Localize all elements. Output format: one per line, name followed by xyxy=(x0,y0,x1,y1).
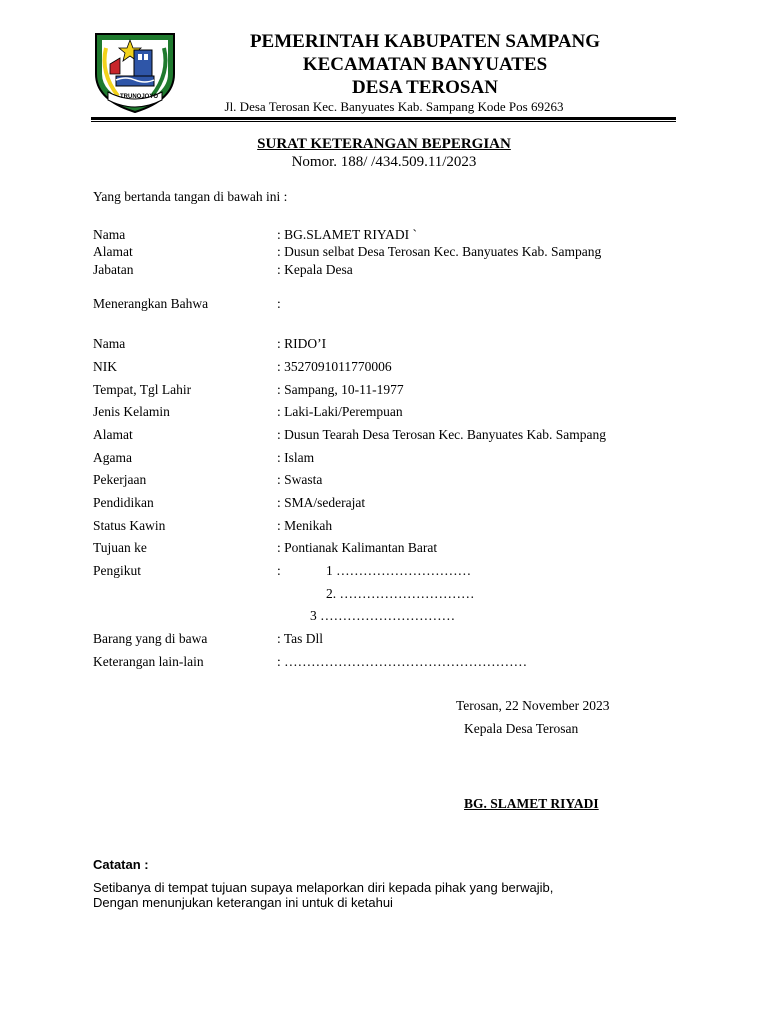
companions-label: Pengikut xyxy=(93,563,142,578)
header-rule-thick xyxy=(91,117,676,120)
field-value: : 3527091011770006 xyxy=(277,359,392,374)
field-label: Pendidikan xyxy=(93,495,154,510)
field-label: Pekerjaan xyxy=(93,472,147,487)
notes-heading: Catatan : xyxy=(93,857,149,872)
field-label: Keterangan lain-lain xyxy=(93,654,204,669)
statement-colon: : xyxy=(277,296,281,311)
field-value: : Sampang, 10-11-1977 xyxy=(277,382,404,397)
field-value: : ……………………………………………… xyxy=(277,654,528,669)
companion-item-1: 1 ………………………… xyxy=(326,563,472,578)
field-value: : Menikah xyxy=(277,518,333,533)
notes-line-1: Setibanya di tempat tujuan supaya melaporkan diri kepada pihak yang berwajib, xyxy=(93,880,554,895)
field-label: Alamat xyxy=(93,427,133,442)
field-label: Status Kawin xyxy=(93,518,166,533)
field-label: Tempat, Tgl Lahir xyxy=(93,382,192,397)
field-value: : Tas Dll xyxy=(277,631,324,646)
statement-label: Menerangkan Bahwa xyxy=(93,296,209,311)
field-value: : Islam xyxy=(277,450,315,465)
signature-name: BG. SLAMET RIYADI xyxy=(464,796,599,811)
header-address: Jl. Desa Terosan Kec. Banyuates Kab. Sampang Kode Pos 69263 xyxy=(224,99,564,114)
header-government: PEMERINTAH KABUPATEN SAMPANG xyxy=(249,31,601,52)
field-value: : SMA/sederajat xyxy=(277,495,366,510)
field-value: : Pontianak Kalimantan Barat xyxy=(277,540,438,555)
notes-line-2: Dengan menunjukan keterangan ini untuk di ketahui xyxy=(93,895,393,910)
field-label: Nama xyxy=(93,336,126,351)
field-label: Agama xyxy=(93,450,132,465)
field-value: : Swasta xyxy=(277,472,323,487)
header-district: KECAMATAN BANYUATES xyxy=(302,54,548,75)
field-label: Jenis Kelamin xyxy=(93,404,170,419)
signer-address-label: Alamat xyxy=(93,244,133,259)
companions-colon: : xyxy=(277,563,281,578)
intro-text: Yang bertanda tangan di bawah ini : xyxy=(93,189,288,204)
field-label: Tujuan ke xyxy=(93,540,147,555)
signer-position-label: Jabatan xyxy=(93,262,134,277)
signer-name-value: : BG.SLAMET RIYADI ` xyxy=(277,227,418,242)
field-label: NIK xyxy=(93,359,117,374)
letter-title: SURAT KETERANGAN BEPERGIAN xyxy=(257,136,511,152)
field-value: : Laki-Laki/Perempuan xyxy=(277,404,403,419)
signer-name-label: Nama xyxy=(93,227,126,242)
header-rule-thin xyxy=(91,121,676,122)
signature-place-date: Terosan, 22 November 2023 xyxy=(456,698,610,713)
header-village: DESA TEROSAN xyxy=(352,77,498,98)
signer-address-value: : Dusun selbat Desa Terosan Kec. Banyuates Kab. Sampang xyxy=(277,244,602,259)
field-value: : RIDO’I xyxy=(277,336,327,351)
field-label: Barang yang di bawa xyxy=(93,631,208,646)
signer-position-value: : Kepala Desa xyxy=(277,262,353,277)
letter-number: Nomor. 188/ /434.509.11/2023 xyxy=(291,154,477,170)
companion-item-3: 3 ………………………… xyxy=(310,608,456,623)
logo-banner-text: TRUNOJOYO xyxy=(120,94,159,100)
field-value: : Dusun Tearah Desa Terosan Kec. Banyuates Kab. Sampang xyxy=(277,427,607,442)
signature-position: Kepala Desa Terosan xyxy=(464,721,579,736)
companion-item-2: 2. ………………………… xyxy=(326,586,475,601)
